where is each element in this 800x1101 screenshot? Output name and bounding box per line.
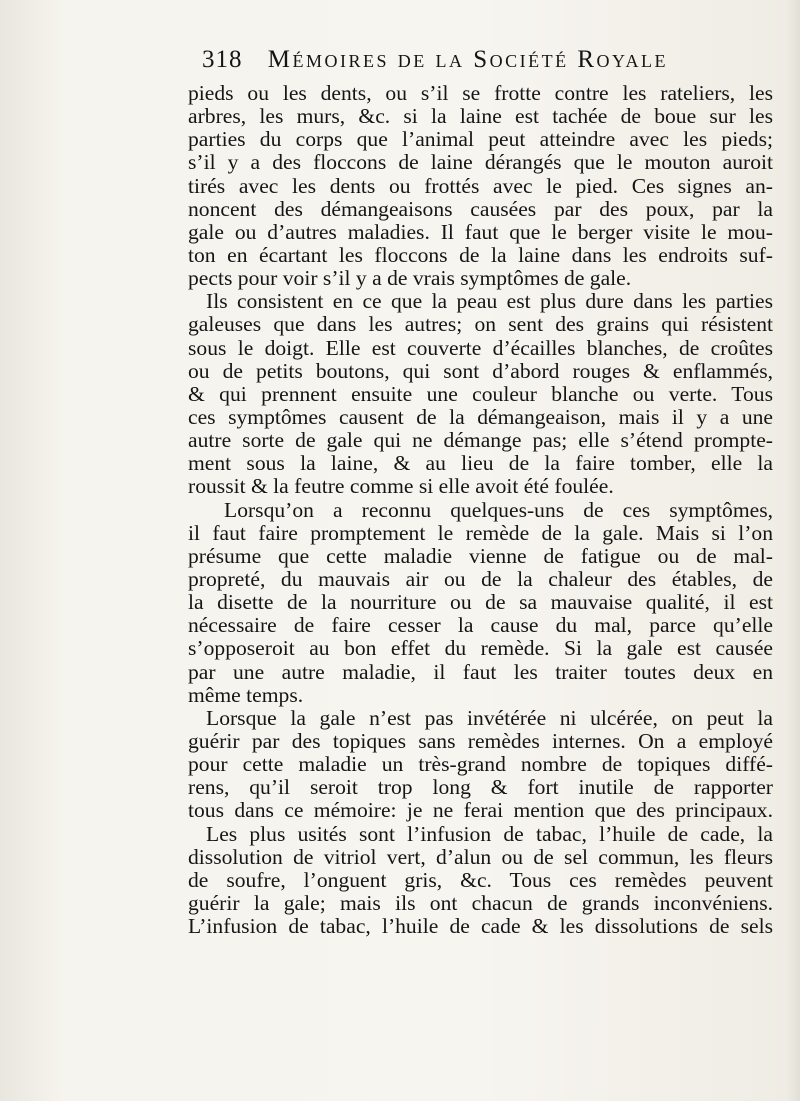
body-text xyxy=(188,82,773,1082)
text-line: galeuses que dans les autres; on sent des grains qui résistent xyxy=(188,312,773,337)
text-line: autre sorte de gale qui ne démange pas; elle s’étend prompte- xyxy=(188,428,773,453)
text-line: gale ou d’autres maladies. Il faut que le berger visite le mou- xyxy=(188,219,773,244)
text-line: rens, qu’il seroit trop long & fort inutile de rapporter xyxy=(188,775,773,800)
text-line: parties du corps que l’animal peut atteindre avec les pieds; xyxy=(188,127,773,152)
text-line: guérir par des topiques sans remèdes internes. On a employé xyxy=(188,728,773,753)
text-line: de soufre, l’onguent gris, &c. Tous ces remèdes peuvent xyxy=(188,867,773,892)
text-line: & qui prennent ensuite une couleur blanche ou verte. Tous xyxy=(188,381,773,406)
text-line: pieds ou les dents, ou s’il se frotte contre les rateliers, les xyxy=(188,81,773,105)
text-line: tirés avec les dents ou frottés avec le pied. Ces signes an- xyxy=(188,173,773,198)
text-line: pour cette maladie un très-grand nombre de topiques diffé- xyxy=(188,752,773,777)
page-number: 318 xyxy=(202,46,243,73)
page-edge-shadow xyxy=(786,0,800,1101)
text-line: nécessaire de faire cesser la cause du mal, parce qu’elle xyxy=(188,613,773,638)
text-line: présume que cette maladie vienne de fatigue ou de mal- xyxy=(188,543,773,568)
text-line: propreté, du mauvais air ou de la chaleur des étables, de xyxy=(188,566,773,591)
paragraph-first-line: Ils consistent en ce que la peau est plus dure dans les parties xyxy=(206,289,773,314)
text-line: s’opposeroit au bon effet du remède. Si la gale est causée xyxy=(188,636,773,661)
text-line: s’il y a des floccons de laine dérangés que le mouton auroit xyxy=(188,150,773,175)
paragraph-first-line: Les plus usités sont l’infusion de tabac, l’huile de cade, la xyxy=(206,821,773,846)
text-line: roussit & la feutre comme si elle avoit été foulée. xyxy=(188,474,614,499)
text-line: arbres, les murs, &c. si la laine est tachée de boue sur les xyxy=(188,104,773,129)
text-line: tous dans ce mémoire: je ne ferai mention que des principaux. xyxy=(188,798,773,823)
text-line: la disette de la nourriture ou de sa mauvaise qualité, il est xyxy=(188,590,773,615)
text-line: L’infusion de tabac, l’huile de cade & les dissolutions de sels xyxy=(188,914,773,939)
paragraph-first-line: Lorsqu’on a reconnu quelques-uns de ces symptômes, xyxy=(224,497,773,522)
text-line: même temps. xyxy=(188,682,304,707)
text-line: pects pour voir s’il y a de vrais symptômes de gale. xyxy=(188,266,632,291)
paragraph-first-line: Lorsque la gale n’est pas invétérée ni ulcérée, on peut la xyxy=(206,705,773,730)
text-line: noncent des démangeaisons causées par des poux, par la xyxy=(188,196,773,221)
text-line: ment sous la laine, & au lieu de la faire tomber, elle la xyxy=(188,451,773,476)
running-title: Mémoires de la Société Royale xyxy=(267,46,669,73)
text-line: guérir la gale; mais ils ont chacun de grands inconvéniens. xyxy=(188,890,773,915)
text-line: par une autre maladie, il faut les traiter toutes deux en xyxy=(188,659,773,684)
text-line: sous le doigt. Elle est couverte d’écailles blanches, de croûtes xyxy=(188,335,773,360)
text-line: ou de petits boutons, qui sont d’abord rouges & enflammés, xyxy=(188,358,773,383)
text-line: il faut faire promptement le remède de la gale. Mais si l’on xyxy=(188,520,773,545)
text-line: dissolution de vitriol vert, d’alun ou de sel commun, les fleurs xyxy=(188,844,773,869)
page-header xyxy=(202,46,722,86)
text-line: ton en écartant les floccons de la laine dans les endroits suf- xyxy=(188,242,773,267)
text-line: ces symptômes causent de la démangeaison, mais il y a une xyxy=(188,404,773,429)
